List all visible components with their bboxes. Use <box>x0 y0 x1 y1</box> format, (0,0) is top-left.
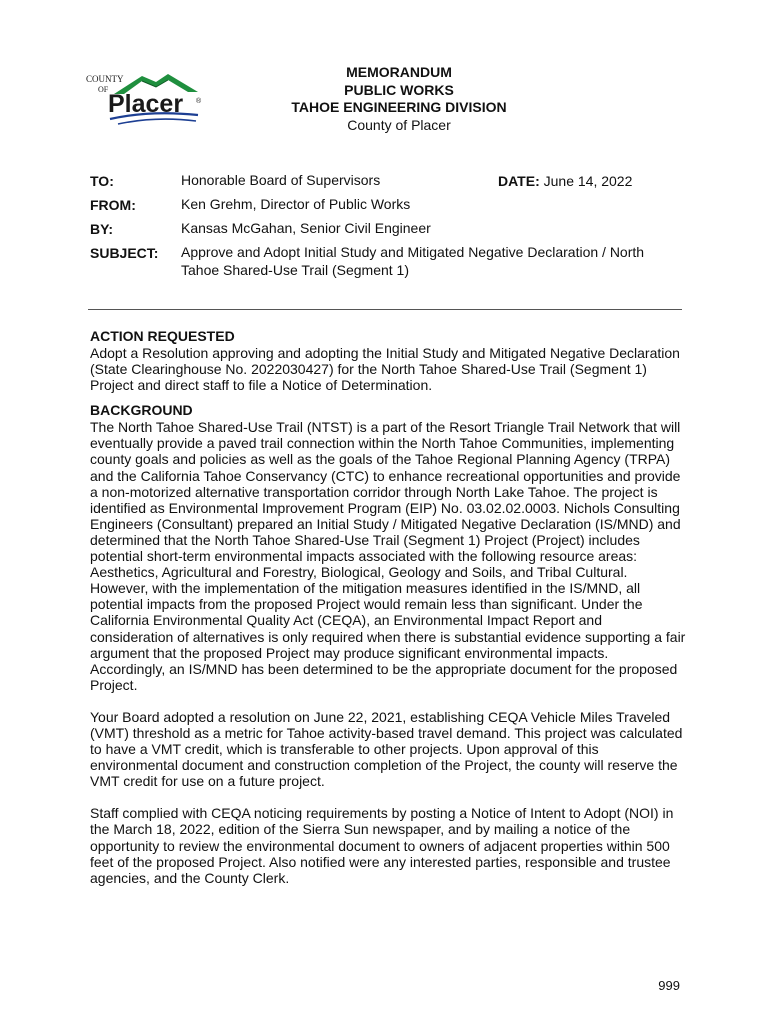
memo-body <box>90 328 686 886</box>
date-field <box>498 172 632 190</box>
action-requested-heading: ACTION REQUESTED <box>90 328 235 344</box>
by-label: BY: <box>90 221 114 237</box>
background-paragraph-2: Your Board adopted a resolution on June 22, 2021, establishing CEQA Vehicle Miles Traveled (VMT) threshold as a metric for Tahoe activity-based travel demand. This project was calculated to have a VMT credit, which is transferable to other projects. Upon approval of this environmental document and construction completion of the Project, the county will reserve the VMT credit for use on a future project. <box>90 708 683 790</box>
to-label: TO: <box>90 173 114 189</box>
to-value: Honorable Board of Supervisors <box>181 172 381 188</box>
by-value: Kansas McGahan, Senior Civil Engineer <box>181 220 431 236</box>
logo-registered-mark: ® <box>196 98 202 105</box>
date-label: DATE: <box>498 173 540 189</box>
background-paragraph-1: The North Tahoe Shared-Use Trail (NTST) is a part of the Resort Triangle Trail Network that will eventually provide a paved trail connection within the North Tahoe Communities, implementing county goals and policies as well as the goals of the Tahoe Regional Planning Agency (TRPA) and the California Tahoe Conservancy (CTC) to enhance recreational opportunities and provide a non-motorized alternative transportation corridor through North Lake Tahoe. The project is identified as Environmental Improvement Program (EIP) No. 03.02.02.0003. Nichols Consulting Engineers (Consultant) prepared an Initial Study / Mitigated Negative Declaration (IS/MND) and determined that the North Tahoe Shared-Use Trail (Segment 1) Project (Project) includes potential short-term environmental impacts associated with the following resource areas: Aesthetics, Agricultural and Forestry, Biological, Geology and Soils, and Tribal Cultural. However, with the implementation of the mitigation measures identified in the IS/MND, all potential impacts from the proposed Project would remain less than significant. Under the California Environmental Quality Act (CEQA), an Environmental Impact Report and consideration of alternatives is only required when there is substantial evidence supporting a fair argument that the proposed Project may produce significant environmental impacts. Accordingly, an IS/MND has been determined to be the appropriate document for the proposed Project. <box>90 419 686 693</box>
from-row <box>90 196 682 220</box>
from-label: FROM: <box>90 197 136 213</box>
date-value: June 14, 2022 <box>543 173 633 189</box>
logo-water-wave-2 <box>118 119 196 124</box>
from-value: Ken Grehm, Director of Public Works <box>181 196 411 212</box>
subject-value: Approve and Adopt Initial Study and Mitigated Negative Declaration / North Tahoe Shared-Use Trail (Segment 1) <box>181 244 645 278</box>
page-number: 999 <box>658 978 680 993</box>
memo-header <box>240 64 558 134</box>
placer-logo-graphic <box>84 70 210 128</box>
to-row <box>90 172 682 196</box>
action-requested-paragraph: Adopt a Resolution approving and adopting the Initial Study and Mitigated Negative Declaration (State Clearinghouse No. 2022030427) for the North Tahoe Shared-Use Trail (Segment 1) Project and direct staff to file a Notice of Determination. <box>90 345 680 394</box>
division-name: TAHOE ENGINEERING DIVISION <box>291 99 507 115</box>
memo-routing-table <box>90 172 682 279</box>
subject-label: SUBJECT: <box>90 245 159 261</box>
by-row <box>90 220 682 244</box>
memo-title: MEMORANDUM <box>346 64 452 80</box>
subject-row <box>90 244 682 279</box>
logo-county-text: COUNTY <box>86 74 124 84</box>
department-name: PUBLIC WORKS <box>344 81 454 98</box>
background-paragraph-3: Staff complied with CEQA noticing requirements by posting a Notice of Intent to Adopt (NOI) in the March 18, 2022, edition of the Sierra Sun newspaper, and by mailing a notice of the opportunity to review the environmental document to owners of adjacent properties within 500 feet of the proposed Project. Also notified were any interested parties, responsible and trustee agencies, and the County Clerk. <box>90 805 674 886</box>
header-divider <box>88 309 682 310</box>
logo-of-text: OF <box>98 85 109 94</box>
county-name: County of Placer <box>347 116 451 133</box>
logo-name-text: Placer <box>108 90 184 118</box>
county-of-placer-logo <box>84 70 210 128</box>
background-heading: BACKGROUND <box>90 402 193 419</box>
